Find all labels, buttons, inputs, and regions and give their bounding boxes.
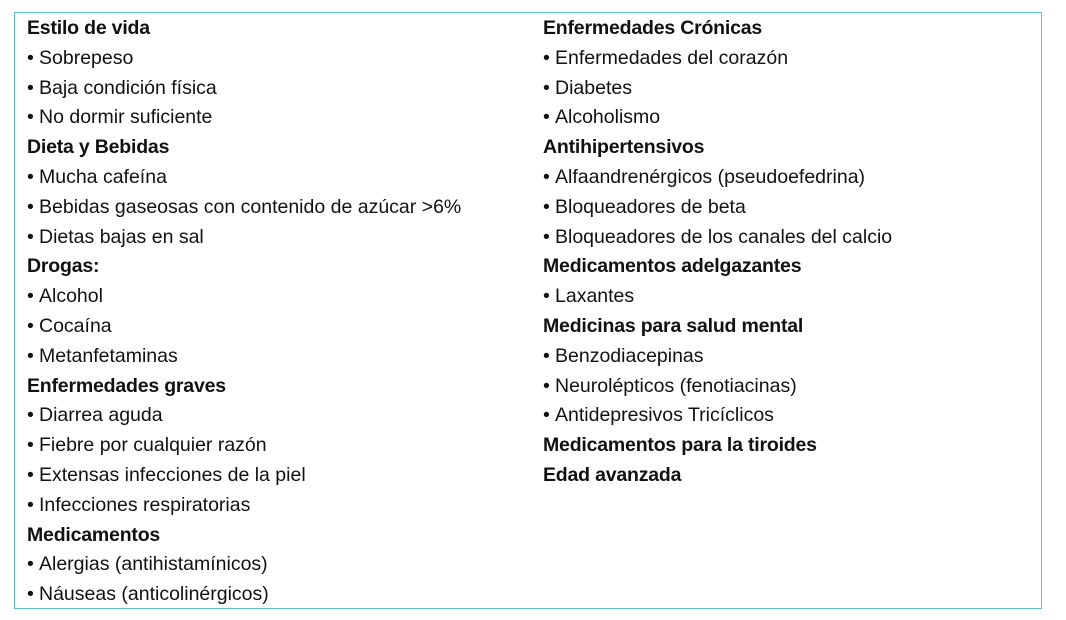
bullet-icon: • [27,404,34,427]
bullet-icon: • [543,225,550,248]
section-heading: Medicinas para salud mental [543,314,804,337]
bullet-icon: • [543,374,550,397]
bullet-icon: • [543,46,550,69]
bullet-icon: • [27,344,34,367]
list-item-text: Neurolépticos (fenotiacinas) [555,374,797,397]
list-item [543,342,892,372]
list-item [27,312,461,342]
list-item [543,44,892,74]
list-item-text: Mucha cafeína [39,165,167,188]
list-item-text: Sobrepeso [39,46,134,69]
list-item-text: Antidepresivos Tricíclicos [555,404,774,427]
list-item-text: Extensas infecciones de la piel [39,463,306,486]
section-heading: Medicamentos para la tiroides [543,434,817,457]
bullet-icon: • [27,285,34,308]
list-item-text: Cocaína [39,314,112,337]
bullet-icon: • [543,106,550,129]
list-item [27,580,461,610]
list-item-text: Diarrea aguda [39,404,163,427]
list-item-text: Benzodiacepinas [555,344,704,367]
list-item-text: Dietas bajas en sal [39,225,204,248]
section-heading: Drogas: [27,255,100,278]
list-item [27,550,461,580]
list-item-text: Diabetes [555,76,632,99]
list-item-text: Alcoholismo [555,106,661,129]
list-item [543,163,892,193]
bullet-icon: • [543,285,550,308]
bullet-icon: • [543,165,550,188]
list-item [27,74,461,104]
bullet-icon: • [27,583,34,606]
list-item [27,461,461,491]
list-item-text: Fiebre por cualquier razón [39,434,267,457]
list-item-text: Bloqueadores de beta [555,195,746,218]
section-heading: Antihipertensivos [543,136,705,159]
list-item [543,282,892,312]
list-item-text: Bebidas gaseosas con contenido de azúcar >6% [39,195,462,218]
list-item-text: Laxantes [555,285,635,308]
list-item-text: Metanfetaminas [39,344,178,367]
list-item [543,193,892,223]
bullet-icon: • [27,225,34,248]
bullet-icon: • [27,314,34,337]
list-item [27,401,461,431]
list-item [27,223,461,253]
left-column [27,14,461,610]
list-item-text: Alcohol [39,285,103,308]
bullet-icon: • [27,46,34,69]
list-item-text: Infecciones respiratorias [39,493,251,516]
section-heading: Medicamentos adelgazantes [543,255,802,278]
bullet-icon: • [27,493,34,516]
bullet-icon: • [543,344,550,367]
bullet-icon: • [27,165,34,188]
right-column [543,14,892,491]
list-item [543,223,892,253]
bullet-icon: • [543,76,550,99]
list-item [27,44,461,74]
list-item-text: Alergias (antihistamínicos) [39,553,268,576]
bullet-icon: • [27,195,34,218]
list-item [543,372,892,402]
list-item-text: No dormir suficiente [39,106,213,129]
bullet-icon: • [543,195,550,218]
section-heading: Enfermedades Crónicas [543,17,763,39]
list-item [543,401,892,431]
bullet-icon: • [27,553,34,576]
section-heading: Medicamentos [27,523,161,546]
list-item [543,103,892,133]
list-item-text: Bloqueadores de los canales del calcio [555,225,893,248]
bullet-icon: • [27,106,34,129]
list-item-text: Alfaandrenérgicos (pseudoefedrina) [555,165,866,188]
section-heading: Enfermedades graves [27,374,226,397]
list-item [27,103,461,133]
list-item [543,74,892,104]
bullet-icon: • [27,434,34,457]
bullet-icon: • [543,404,550,427]
list-item [27,163,461,193]
list-item-text: Náuseas (anticolinérgicos) [39,583,269,606]
bullet-icon: • [27,76,34,99]
section-heading: Estilo de vida [27,17,150,39]
list-item [27,342,461,372]
list-item-text: Enfermedades del corazón [555,46,789,69]
section-heading: Edad avanzada [543,463,682,486]
list-item-text: Baja condición física [39,76,217,99]
list-item [27,282,461,312]
list-item [27,431,461,461]
list-item [27,193,461,223]
section-heading: Dieta y Bebidas [27,136,170,159]
bullet-icon: • [27,463,34,486]
list-item [27,491,461,521]
